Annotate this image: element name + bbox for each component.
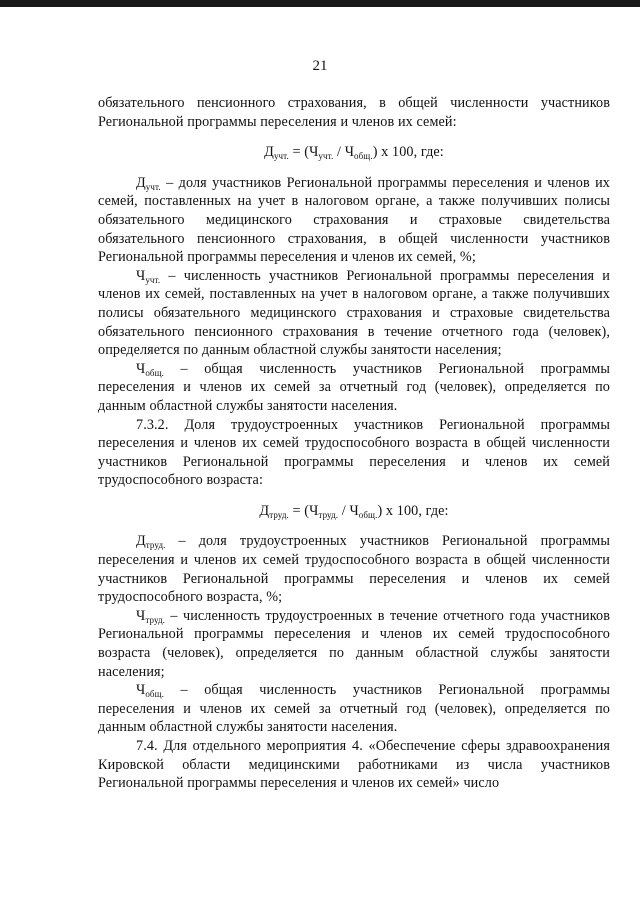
text-run: Д bbox=[259, 502, 270, 519]
subscript-index: учт. bbox=[145, 274, 161, 285]
subscript-index: учт. bbox=[318, 151, 334, 162]
intro-paragraph bbox=[98, 94, 610, 131]
subscript-index: учт. bbox=[273, 151, 289, 162]
subscript-index: общ. bbox=[145, 689, 164, 700]
subscript-index: общ. bbox=[354, 151, 373, 162]
definition-share-registered bbox=[98, 174, 610, 267]
text-run: Д bbox=[136, 174, 146, 191]
definition-share-employed bbox=[98, 532, 610, 606]
text-run: – доля трудоустроенных участников Региональной программы переселения и членов их семей трудоспособного возраста в общей численности участников Региональной программы переселения и членов их семей трудоспособного возраста, %; bbox=[98, 533, 610, 606]
text-run: Ч bbox=[136, 607, 146, 624]
text-run: – численность участников Региональной программы переселения и членов их семей, поставленных на учет в налоговом органе, а также получивших полисы обязательного медицинского страхования и страховые свидетельства обязательного пенсионного страхования в течение отчетного года (человек), определяется по данным областной службы занятости населения; bbox=[98, 267, 610, 359]
text-run: Ч bbox=[136, 267, 146, 284]
formula-share-registered bbox=[98, 143, 610, 162]
text-run: 7.4. Для отдельного мероприятия 4. «Обеспечение сферы здравоохранения Кировской области медицинскими работниками из числа участников Региональной программы переселения и членов их семей» число bbox=[98, 738, 610, 792]
section-7-3-2-paragraph bbox=[98, 416, 610, 490]
subscript-index: учт. bbox=[145, 181, 161, 192]
text-run: – общая численность участников Региональной программы переселения и членов их семей за отчетный год (человек), определяется по данным областной службы занятости населения. bbox=[98, 360, 610, 414]
text-run: Д bbox=[264, 144, 274, 161]
text-run: = (Ч bbox=[288, 144, 319, 161]
text-run: = (Ч bbox=[288, 502, 319, 519]
text-run: Ч bbox=[136, 682, 146, 699]
definition-count-employed bbox=[98, 607, 610, 681]
section-7-4-paragraph bbox=[98, 737, 610, 793]
text-run: 7.3.2. Доля трудоустроенных участников Региональной программы переселения и членов их семей трудоспособного возраста в общей численности участников Региональной программы переселения и членов их семей трудоспособного возраста: bbox=[98, 416, 610, 489]
text-run: Ч bbox=[136, 360, 146, 377]
text-run: / Ч bbox=[333, 144, 355, 161]
text-run: ) х 100, где: bbox=[372, 144, 444, 161]
text-run: обязательного пенсионного страхования, в общей численности участников Региональной программы переселения и членов их семей: bbox=[98, 95, 610, 130]
page-number: 21 bbox=[312, 58, 328, 74]
subscript-index: труд. bbox=[145, 540, 166, 551]
subscript-index: труд. bbox=[269, 509, 289, 520]
subscript-index: труд. bbox=[318, 509, 339, 520]
subscript-index: труд. bbox=[145, 614, 166, 625]
document-body bbox=[98, 94, 610, 793]
subscript-index: общ. bbox=[145, 367, 164, 378]
definition-total-count bbox=[98, 360, 610, 416]
text-run: – общая численность участников Региональной программы переселения и членов их семей за отчетный год (человек), определяется по данным областной службы занятости населения. bbox=[98, 682, 610, 736]
text-run: ) х 100, где: bbox=[377, 502, 449, 519]
formula-share-employed bbox=[98, 502, 610, 521]
definition-count-registered bbox=[98, 267, 610, 360]
text-run: – численность трудоустроенных в течение отчетного года участников Региональной программы переселения и членов их семей трудоспособного возраста (человек), определяется по данным областной службы занятости населения; bbox=[98, 607, 610, 680]
definition-total-count-2 bbox=[98, 681, 610, 737]
subscript-index: общ. bbox=[358, 509, 378, 520]
text-run: Д bbox=[136, 533, 146, 550]
text-run: – доля участников Региональной программы переселения и членов их семей, поставленных на учет в налоговом органе, а также получивших полисы обязательного медицинского страхования и страховые свидетельства обязательного пенсионного страхования, в общей численности участников Региональной программы переселения и членов их семей, %; bbox=[98, 174, 610, 266]
page-top-border bbox=[0, 0, 640, 7]
text-run: / Ч bbox=[338, 502, 359, 519]
